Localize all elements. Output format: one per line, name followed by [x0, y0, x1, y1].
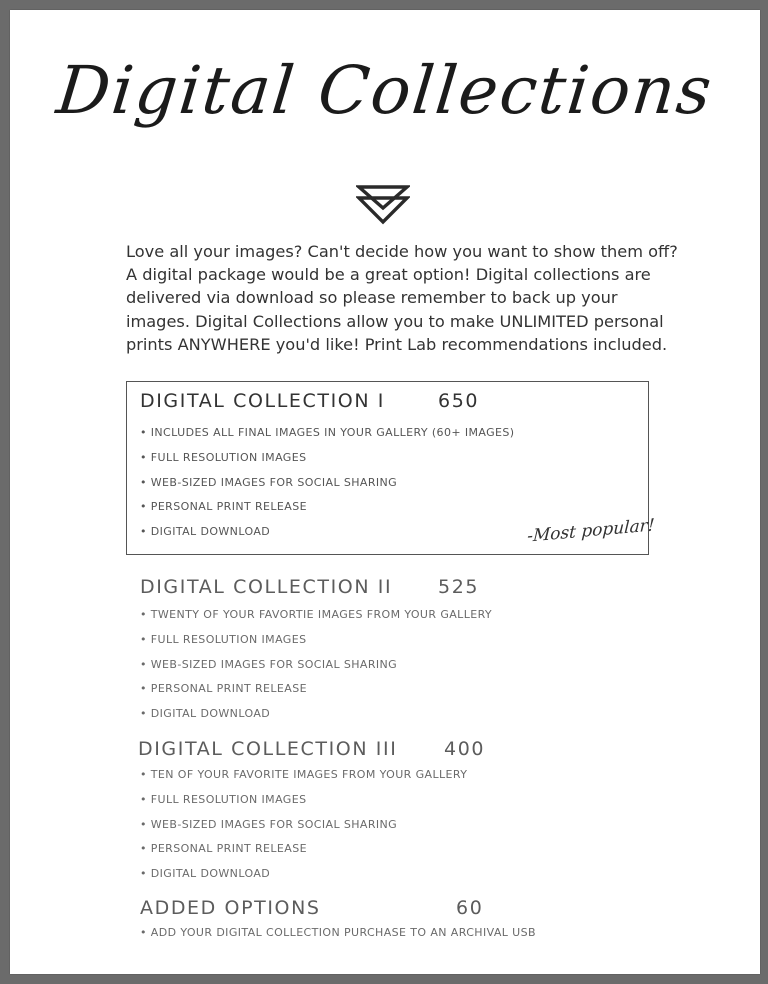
feature-item: • FULL RESOLUTION IMAGES: [140, 632, 307, 646]
feature-item: • WEB-SIZED IMAGES FOR SOCIAL SHARING: [140, 817, 398, 831]
document-page: [10, 10, 760, 974]
feature-list: [140, 608, 492, 732]
feature-item: • DIGITAL DOWNLOAD: [140, 525, 271, 539]
intro-paragraph: Love all your images? Can't decide how you want to show them off? A digital package would be a great option! Digital collections are delivered via download so please remember to back up your images. Digital Collections allow you to make UNLIMITED personal prints ANYWHERE you'd like! Print Lab recommendations included.: [126, 242, 678, 354]
package-price: 525: [438, 576, 480, 598]
feature-item: • FULL RESOLUTION IMAGES: [140, 792, 307, 806]
feature-item: • FULL RESOLUTION IMAGES: [140, 450, 307, 464]
feature-list: [140, 426, 514, 550]
feature-item: • ADD YOUR DIGITAL COLLECTION PURCHASE TO AN ARCHIVAL USB: [140, 926, 536, 939]
package-price: 400: [444, 738, 486, 760]
double-triangle-icon: [356, 184, 410, 226]
feature-item: • PERSONAL PRINT RELEASE: [140, 842, 307, 856]
feature-item: • DIGITAL DOWNLOAD: [140, 867, 271, 881]
page-title: Digital Collections: [53, 52, 717, 129]
package-price: 60: [456, 897, 484, 919]
feature-item: • WEB-SIZED IMAGES FOR SOCIAL SHARING: [140, 475, 398, 489]
package-name: DIGITAL COLLECTION I: [140, 390, 385, 412]
feature-item: • DIGITAL DOWNLOAD: [140, 707, 271, 721]
package-price: 650: [438, 390, 480, 412]
package-name: DIGITAL COLLECTION III: [138, 738, 398, 760]
feature-item: • PERSONAL PRINT RELEASE: [140, 500, 307, 514]
feature-item: • TEN OF YOUR FAVORITE IMAGES FROM YOUR GALLERY: [140, 768, 468, 781]
package-name: ADDED OPTIONS: [140, 897, 321, 919]
feature-item: • WEB-SIZED IMAGES FOR SOCIAL SHARING: [140, 657, 398, 671]
feature-list: [140, 926, 536, 951]
package-name: DIGITAL COLLECTION II: [140, 576, 393, 598]
feature-list: [140, 768, 467, 892]
most-popular-badge: -Most popular!: [526, 515, 656, 547]
feature-item: • PERSONAL PRINT RELEASE: [140, 682, 307, 696]
feature-item: • INCLUDES ALL FINAL IMAGES IN YOUR GALLERY (60+ IMAGES): [140, 426, 515, 439]
feature-item: • TWENTY OF YOUR FAVORTIE IMAGES FROM YOUR GALLERY: [140, 608, 493, 621]
